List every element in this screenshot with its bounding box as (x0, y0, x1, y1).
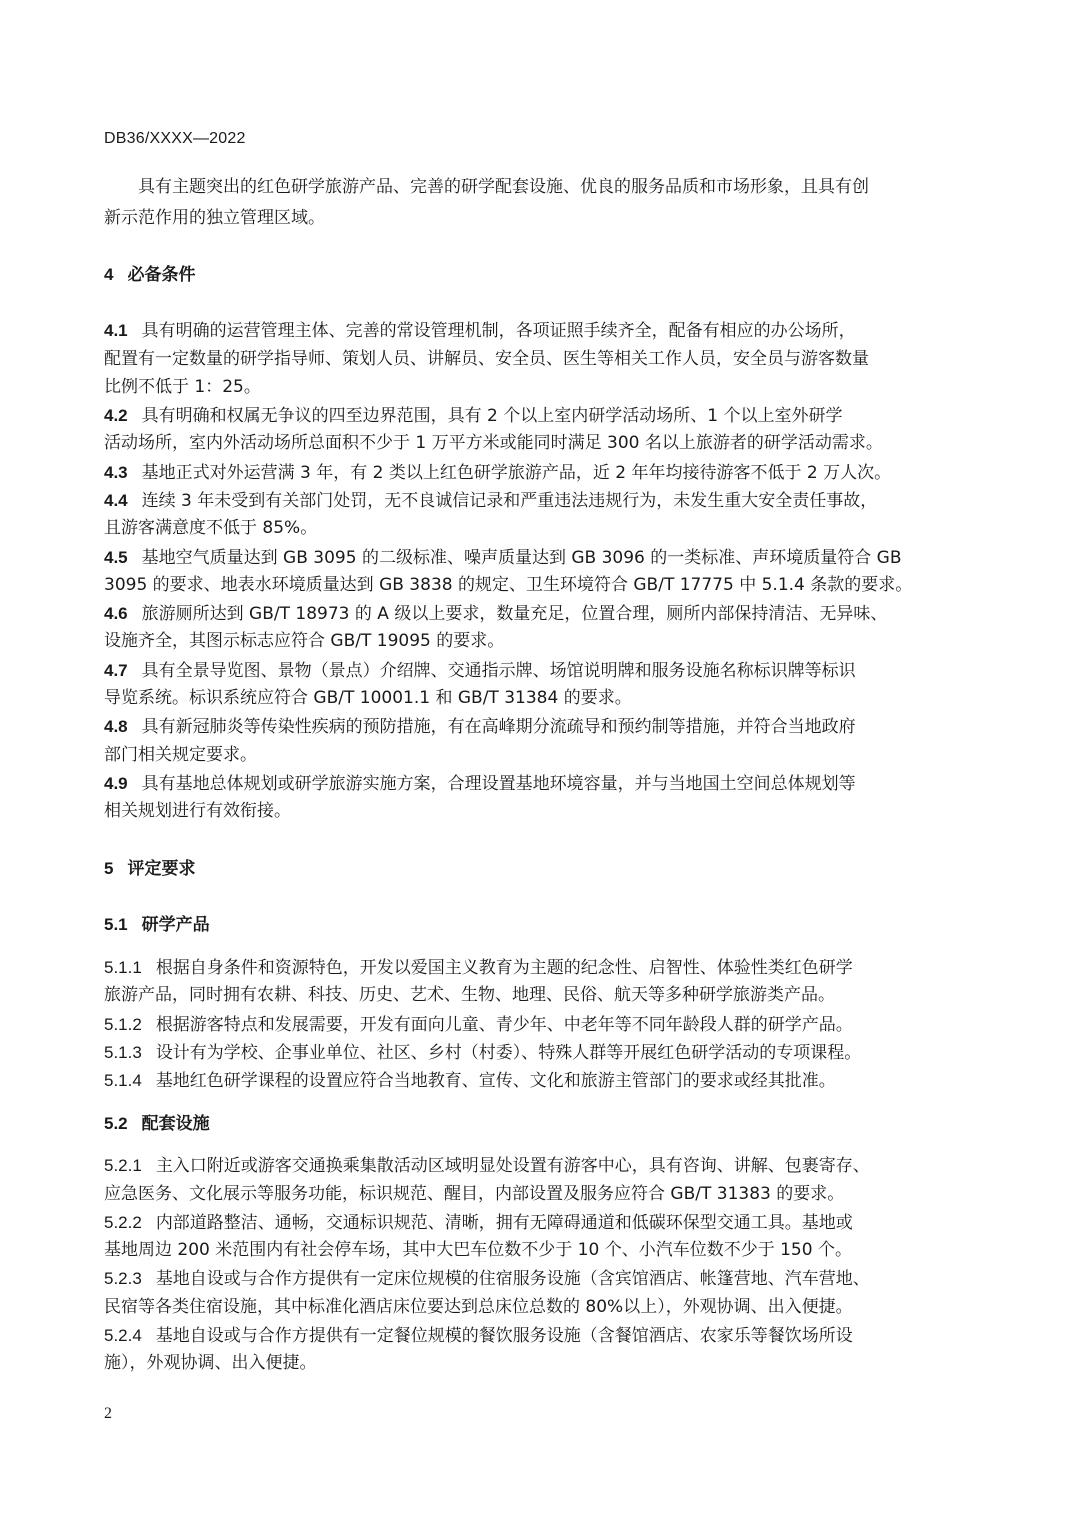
clause-4-9 (104, 771, 954, 796)
clause-text: 设计有为学校、企事业单位、社区、乡村（村委）、特殊人群等开展红色研学活动的专项课程。 (155, 1043, 862, 1063)
clause-number: 5.1.3 (104, 1043, 142, 1062)
clause-text-line: 旅游产品，同时拥有农耕、科技、历史、艺术、生物、地理、民俗、航天等多种研学旅游类产品。 (104, 985, 835, 1005)
clause-4-1 (104, 318, 954, 343)
clause-text: 连续 3 年未受到有关部门处罚，无不良诚信记录和严重违法违规行为，未发生重大安全责任事故， (141, 491, 878, 511)
clause-text: 根据自身条件和资源特色，开发以爱国主义教育为主题的纪念性、启智性、体验性类红色研学 (155, 958, 853, 978)
clause-text: 根据游客特点和发展需要，开发有面向儿童、青少年、中老年等不同年龄段人群的研学产品。 (155, 1015, 853, 1035)
clause-text-line: 部门相关规定要求。 (104, 745, 257, 765)
clause-4-2 (104, 403, 954, 428)
clause-text: 内部道路整洁、通畅，交通标识规范、清晰，拥有无障碍通道和低碳环保型交通工具。基地或 (155, 1213, 853, 1233)
clause-number: 5.2.2 (104, 1213, 142, 1232)
clause-text: 主入口附近或游客交通换乘集散活动区域明显处设置有游客中心，具有咨询、讲解、包裹寄存、 (155, 1156, 870, 1176)
section-number: 4 (104, 265, 114, 284)
section-number: 5 (104, 859, 114, 878)
clause-text: 基地红色研学课程的设置应符合当地教育、宣传、文化和旅游主管部门的要求或经其批准。 (155, 1071, 836, 1091)
clause-text-line: 基地周边 200 米范围内有社会停车场，其中大巴车位数不少于 10 个、小汽车位数不少于 150 个。 (104, 1240, 852, 1260)
clause-number: 4.8 (104, 717, 128, 736)
clause-4-7 (104, 658, 954, 683)
clause-5-2-2 (104, 1210, 954, 1235)
subsection-heading-5-1 (104, 912, 954, 937)
subsection-title: 研学产品 (141, 915, 210, 935)
clause-text-line: 民宿等各类住宿设施，其中标准化酒店床位要达到总床位总数的 80%以上），外观协调、出入便捷。 (104, 1297, 853, 1317)
subsection-title: 配套设施 (141, 1114, 210, 1134)
clause-number: 4.5 (104, 548, 128, 567)
intro-line: 新示范作用的独立管理区域。 (104, 208, 325, 228)
page-number: 2 (104, 1405, 112, 1422)
section-title: 评定要求 (127, 859, 196, 879)
clause-number: 4.6 (104, 604, 128, 623)
clause-4-4 (104, 488, 954, 513)
section-title: 必备条件 (127, 265, 196, 285)
clause-5-2-3 (104, 1266, 954, 1291)
clause-5-1-3 (104, 1040, 954, 1065)
clause-text-line: 相关规划进行有效衔接。 (104, 801, 291, 821)
clause-number: 4.7 (104, 661, 128, 680)
clause-text: 基地自设或与合作方提供有一定床位规模的住宿服务设施（含宾馆酒店、帐篷营地、汽车营地、 (155, 1269, 870, 1289)
clause-text-line: 配置有一定数量的研学指导师、策划人员、讲解员、安全员、医生等相关工作人员，安全员与游客数量 (104, 349, 869, 369)
clause-text-line: 设施齐全，其图示标志应符合 GB/T 19095 的要求。 (104, 631, 505, 651)
clause-4-8 (104, 714, 954, 739)
section-heading-4 (104, 262, 954, 287)
clause-4-6 (104, 601, 954, 626)
clause-number: 5.2.1 (104, 1156, 142, 1175)
clause-text-line: 3095 的要求、地表水环境质量达到 GB 3838 的规定、卫生环境符合 GB/T 17775 中 5.1.4 条款的要求。 (104, 575, 913, 595)
subsection-heading-5-2 (104, 1111, 954, 1136)
section-heading-5 (104, 856, 954, 881)
subsection-number: 5.1 (104, 915, 128, 934)
clause-text: 基地正式对外运营满 3 年，有 2 类以上红色研学旅游产品，近 2 年年均接待游客不低于 2 万人次。 (141, 463, 892, 483)
clause-text: 具有新冠肺炎等传染性疾病的预防措施，有在高峰期分流疏导和预约制等措施，并符合当地政府 (141, 717, 856, 737)
clause-number: 4.4 (104, 491, 128, 510)
clause-text-line: 比例不低于 1：25。 (104, 377, 261, 397)
clause-text-line: 且游客满意度不低于 85%。 (104, 518, 318, 538)
clause-number: 5.1.4 (104, 1071, 142, 1090)
subsection-number: 5.2 (104, 1114, 128, 1133)
clause-number: 5.2.3 (104, 1269, 142, 1288)
clause-number: 4.2 (104, 406, 128, 425)
clause-text: 基地空气质量达到 GB 3095 的二级标准、噪声质量达到 GB 3096 的一类标准、声环境质量符合 GB (141, 548, 902, 568)
clause-text: 旅游厕所达到 GB/T 18973 的 A 级以上要求，数量充足，位置合理，厕所内部保持清洁、无异味、 (141, 604, 888, 624)
clause-number: 4.9 (104, 774, 128, 793)
clause-text: 具有全景导览图、景物（景点）介绍牌、交通指示牌、场馆说明牌和服务设施名称标识牌等标识 (141, 661, 856, 681)
clause-text-line: 施），外观协调、出入便捷。 (104, 1353, 317, 1373)
document-id: DB36/XXXX—2022 (104, 130, 246, 147)
clause-number: 5.1.1 (104, 958, 142, 977)
clause-text-line: 导览系统。标识系统应符合 GB/T 10001.1 和 GB/T 31384 的要求。 (104, 688, 632, 708)
intro-line: 具有主题突出的红色研学旅游产品、完善的研学配套设施、优良的服务品质和市场形象，且具有创 (138, 177, 869, 197)
clause-5-1-2 (104, 1012, 954, 1037)
clause-text: 具有明确的运营管理主体、完善的常设管理机制，各项证照手续齐全，配备有相应的办公场所， (141, 321, 856, 341)
clause-number: 5.2.4 (104, 1326, 142, 1345)
clause-number: 4.3 (104, 463, 128, 482)
clause-text: 具有明确和权属无争议的四至边界范围，具有 2 个以上室内研学活动场所、1 个以上室外研学 (141, 406, 843, 426)
clause-5-1-4 (104, 1068, 954, 1093)
clause-5-2-1 (104, 1153, 954, 1178)
clause-5-1-1 (104, 955, 954, 980)
clause-4-3 (104, 460, 954, 485)
clause-number: 4.1 (104, 321, 128, 340)
clause-4-5 (104, 545, 954, 570)
clause-text-line: 活动场所，室内外活动场所总面积不少于 1 万平方米或能同时满足 300 名以上旅游者的研学活动需求。 (104, 433, 883, 453)
clause-text: 基地自设或与合作方提供有一定餐位规模的餐饮服务设施（含餐馆酒店、农家乐等餐饮场所设 (155, 1326, 853, 1346)
clause-text: 具有基地总体规划或研学旅游实施方案，合理设置基地环境容量，并与当地国土空间总体规划等 (141, 774, 856, 794)
clause-5-2-4 (104, 1323, 954, 1348)
clause-text-line: 应急医务、文化展示等服务功能，标识规范、醒目，内部设置及服务应符合 GB/T 31383 的要求。 (104, 1184, 845, 1204)
clause-number: 5.1.2 (104, 1015, 142, 1034)
